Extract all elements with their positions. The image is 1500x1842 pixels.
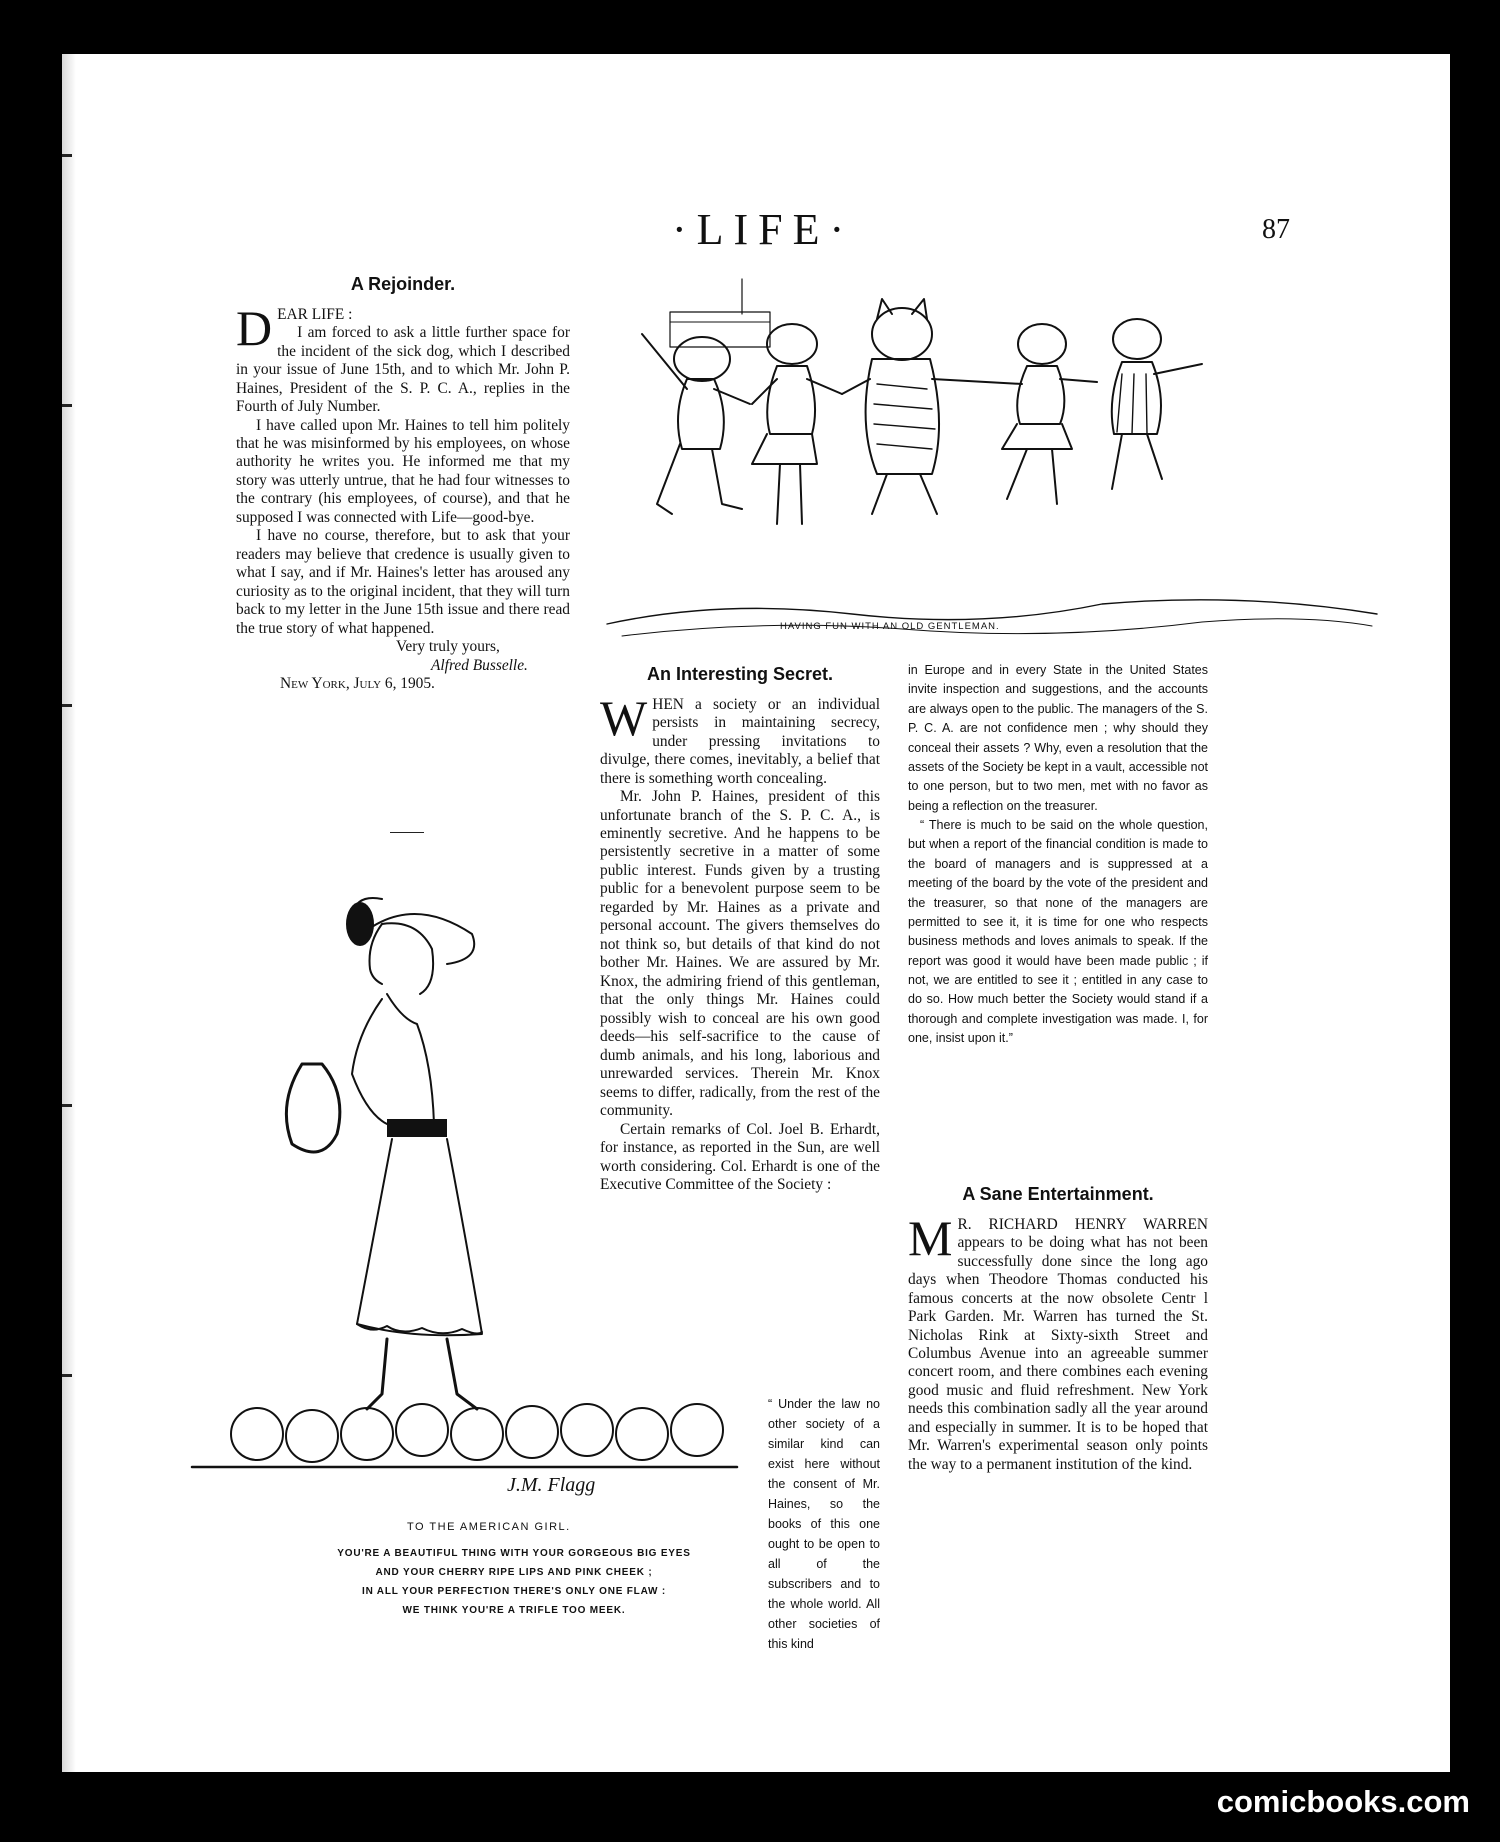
frog-dancer [752, 324, 842, 524]
frog-dancer [642, 334, 750, 514]
rejoinder-salutation [236, 299, 570, 356]
secret-heading: An Interesting Secret. [646, 664, 834, 684]
column-three-paragraph: in Europe and in every State in the United States invite inspection and suggestions, and the accounts are always open to the public. The managers of the S. P. C. A. are not confidence men ; why should they conceal their assets ? Why, even a resolution that the assets of the Society be kept in a vault, accessible not to one person, but to two men, met with no favor as being a reflection on the treasurer. [908, 663, 1208, 813]
page-number: 87 [1262, 214, 1290, 245]
verse-line: IN ALL YOUR PERFECTION THERE'S ONLY ONE FLAW : [361, 1586, 667, 1597]
sane-heading: A Sane Entertainment. [962, 1184, 1154, 1204]
watermark: comicbooks.com [1216, 1784, 1470, 1819]
secret-lead-paragraph [600, 689, 880, 788]
spine-mark [62, 1374, 72, 1377]
rejoinder-paragraph: I have called upon Mr. Haines to tell him politely that he was misinformed by his employees, on whose authority he writes you. He informed me that my story was utterly untrue, that he had four witnesses to the contrary (his employees, of course), and that he supposed I was connected with Life—good-bye. [236, 416, 570, 526]
secret-quote: “ Under the law no other society of a similar kind can exist here without the consent of Mr. Haines, so the books of this one ought to be open to all of the subscribers and to the whole world. All other societies of this kind [768, 1397, 880, 1651]
dropcap: M [908, 1209, 953, 1266]
dropcap: D [236, 299, 273, 356]
secret-article-continued [908, 661, 1208, 1049]
page-spine-shadow [62, 54, 76, 1772]
rejoinder-signature: Alfred Busselle. [431, 656, 528, 674]
magazine-page [62, 54, 1450, 1772]
rejoinder-article [236, 274, 570, 694]
verse [294, 1544, 734, 1620]
mens-faces-row [231, 1404, 723, 1462]
masthead: ·LIFE· [672, 205, 855, 254]
secret-paragraph: Certain remarks of Col. Joel B. Erhardt, for instance, as reported in the Sun, are well worth considering. Col. Erhardt is one of the Executive Committee of the Society : [600, 1120, 880, 1194]
rejoinder-heading: A Rejoinder. [350, 274, 456, 294]
salutation-text: EAR LIFE : [277, 305, 353, 323]
rejoinder-dateline: New York, July 6, 1905. [280, 675, 435, 693]
frog-dancer [1002, 324, 1097, 504]
spine-mark [62, 404, 72, 407]
american-girl-illustration [182, 864, 742, 1564]
verse-line: AND YOUR CHERRY RIPE LIPS AND PINK CHEEK ; [375, 1567, 653, 1578]
cat-old-gentleman [842, 299, 1022, 514]
column-three-paragraph: “ There is much to be said on the whole question, but when a report of the financial condition is made to the board of managers and is suppressed at a meeting of the board by the vote of the president and the treasurer, so that none of the managers are permitted to see it, it is time for one who respects business methods and loves animals to speak. If the report was good it would have been made public ; if not, we are entitled to see it ; entitled in any case to do so. How much better the Society would stand if a thorough and complete investigation was made. I, for one, insist upon it.” [908, 818, 1208, 1046]
rejoinder-closing: Very truly yours, [396, 638, 500, 656]
sane-paragraph [908, 1209, 1208, 1475]
rejoinder-paragraph: I have no course, therefore, but to ask that your readers may believe that credence is usually given to what I say, and if Mr. Haines's letter has aroused any curiosity as to the original incident, that they will turn back to my letter in the June 15th issue and there read the true story of what happened. [236, 527, 570, 637]
spine-mark [62, 1104, 72, 1107]
sane-article [908, 1184, 1208, 1474]
divider-rule [390, 832, 424, 833]
illustration-caption: HAVING FUN WITH AN OLD GENTLEMAN. [780, 621, 1000, 632]
frog-dancer [1112, 319, 1202, 489]
sane-text: R. RICHARD HENRY WARREN appears to be doing what has not been successfully done since the long ago days when Theodore Thomas conducted his famous concerts at the now obsolete Centr l Park Garden. Mr. Warren has turned the St. Nicholas Rink at Sixty-sixth Street and Columbus Avenue into an agreeable summer concert room, and there combines each evening good music and fluid refreshment. New York needs this combination sadly all the year around and especially in summer. It is to be hoped that Mr. Warren's experimental season only points the way to a permanent institution of the kind. [908, 1215, 1208, 1473]
verse-line: WE THINK YOU'RE A TRIFLE TOO MEEK. [402, 1605, 626, 1616]
rejoinder-paragraph: I am forced to ask a little further space for the incident of the sick dog, which I described in your issue of June 15th, and to which Mr. John P. Haines, President of the S. P. C. A., replies in the Fourth of July Number. [236, 324, 570, 416]
girl-illustration-title: TO THE AMERICAN GIRL. [407, 1521, 571, 1533]
spine-mark [62, 154, 72, 157]
dancing-frogs-illustration [602, 274, 1382, 654]
secret-lead-text: HEN a society or an individual persists in maintaining secrecy, under pressing invitations to divulge, there comes, inevitably, a belief that there is something worth concealing. [600, 695, 880, 787]
secret-paragraph: Mr. John P. Haines, president of this unfortunate branch of the S. P. C. A., is eminently secretive. And he happens to be persistently secretive in a matter of some public interest. Funds given by a trusting public for a benevolent purpose seem to be regarded by Mr. Haines as a private and personal account. The givers themselves do not think so, but details of that kind do not bother Mr. Haines. We are assured by Mr. Knox, the admiring friend of this gentleman, that the only things Mr. Haines could possibly wish to conceal are his own good deeds—his self-sacrifice to the cause of dumb animals, and his long, laborious and unrewarded services. Therein Mr. Knox seems to differ, radically, from the rest of the community. [600, 788, 880, 1120]
verse-line: YOU'RE A BEAUTIFUL THING WITH YOUR GORGEOUS BIG EYES [337, 1548, 691, 1559]
artist-signature: J.M. Flagg [507, 1474, 596, 1496]
spine-mark [62, 704, 72, 707]
dropcap: W [600, 689, 648, 746]
